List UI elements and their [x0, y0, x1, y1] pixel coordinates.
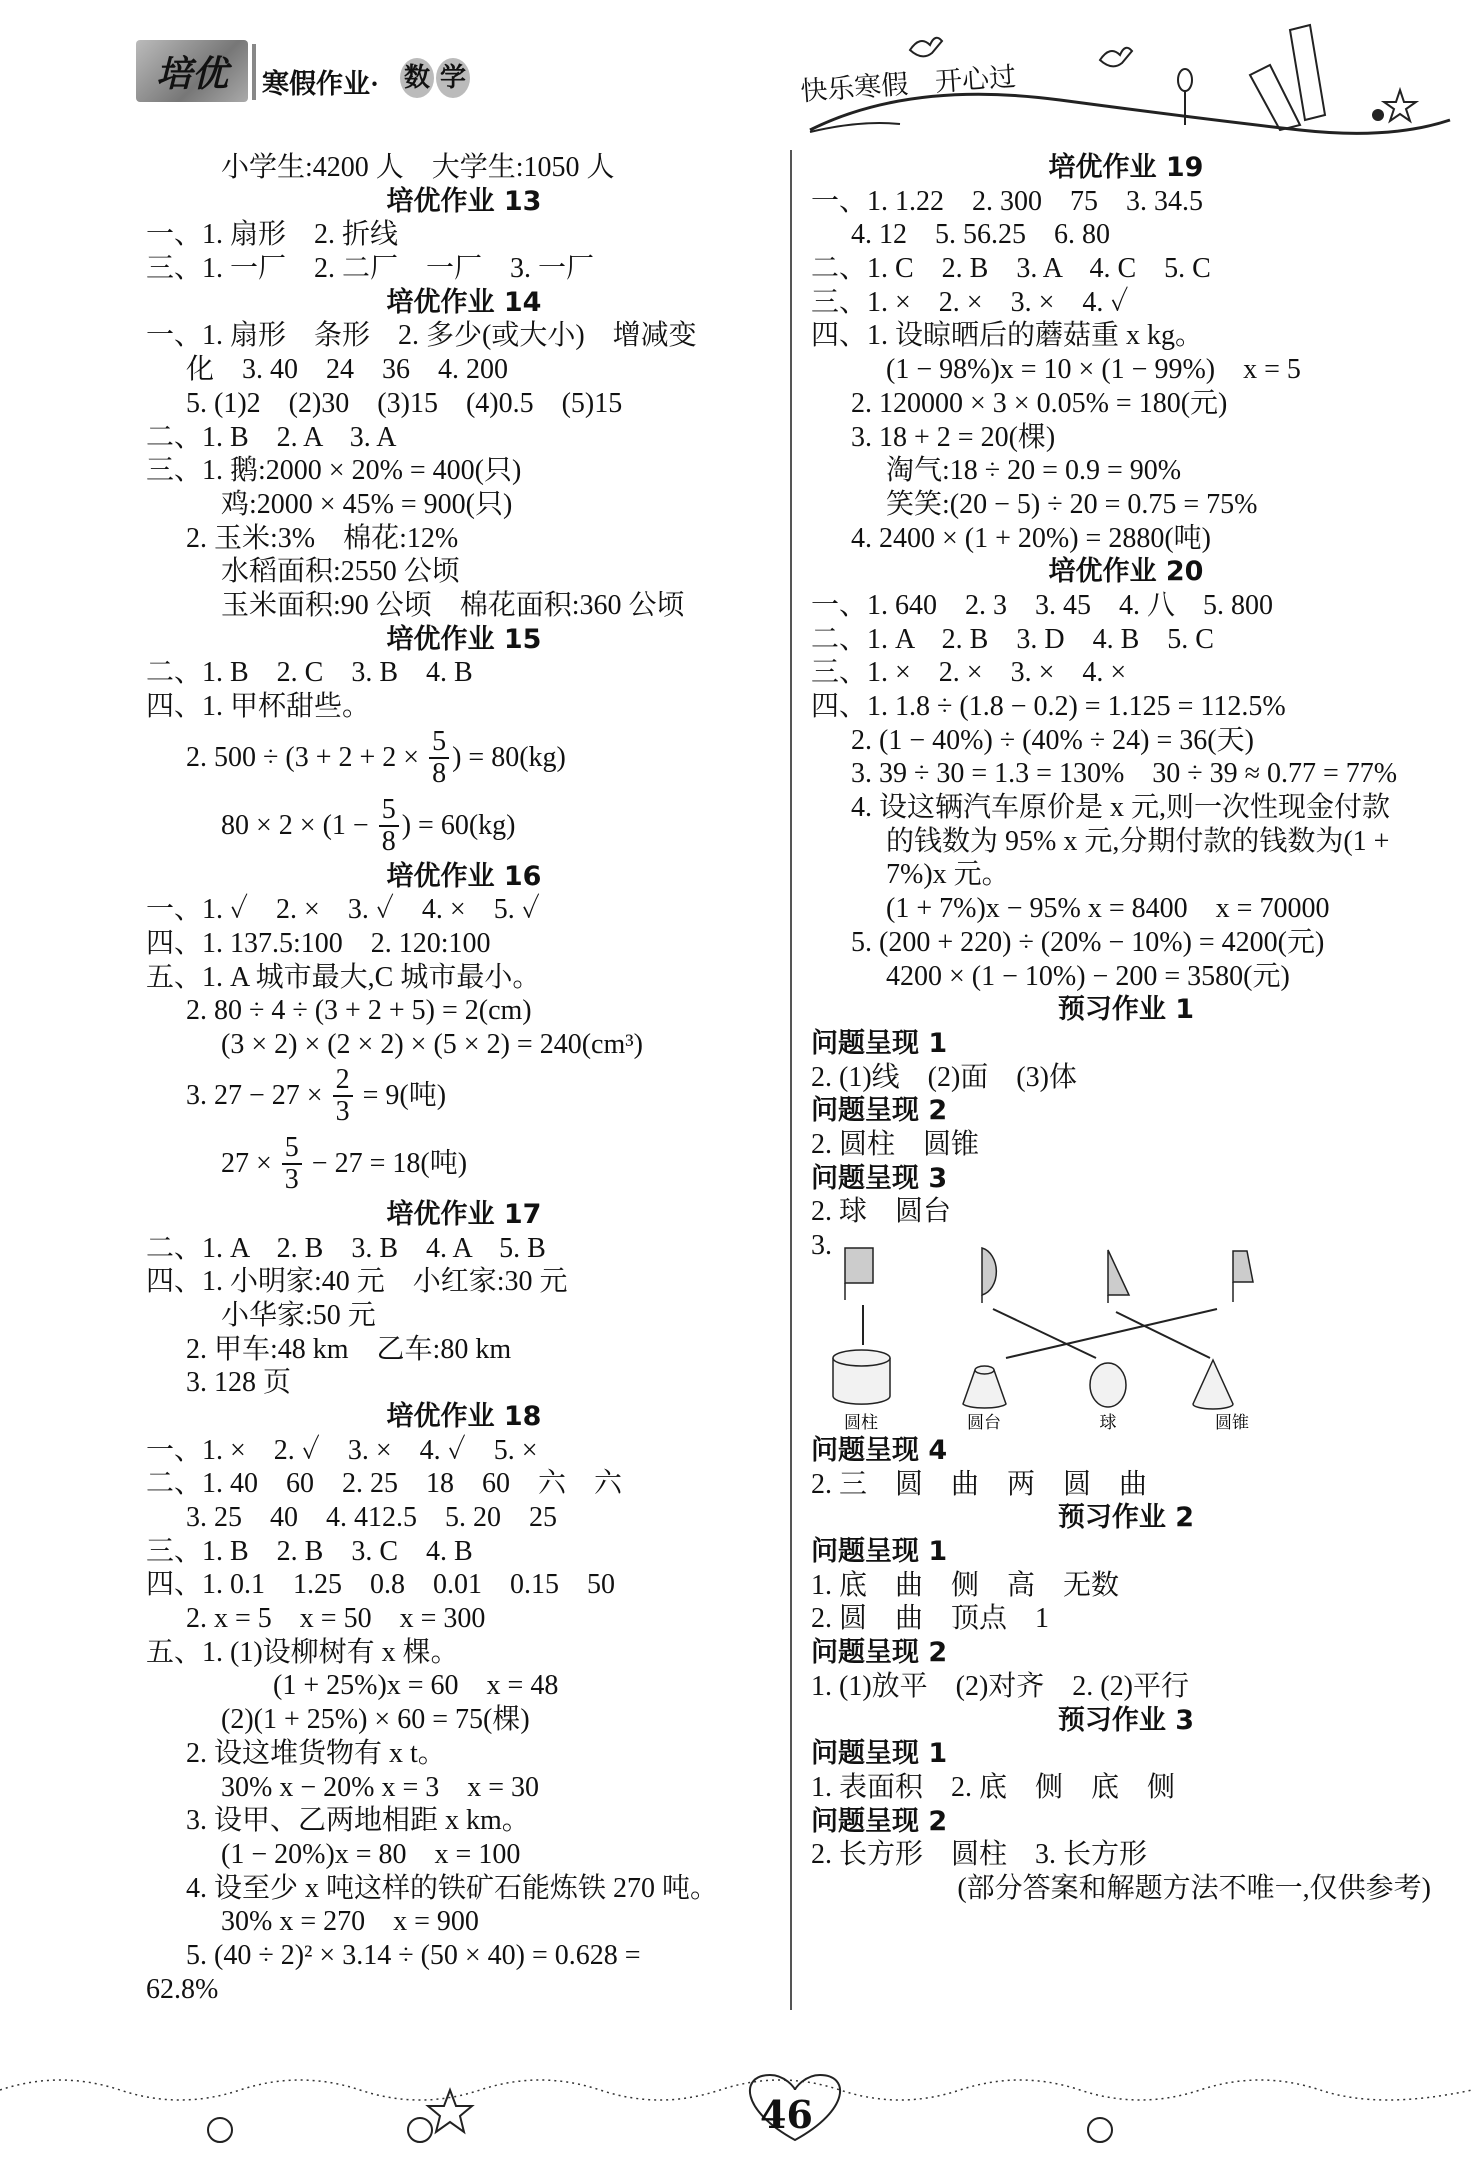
answer-line: 小华家:50 元: [221, 1299, 376, 1331]
answer-line: 四、1. 设晾晒后的蘑菇重 x kg。: [811, 320, 1204, 352]
answer-line: 2. (1 − 40%) ÷ (40% ÷ 24) = 36(天): [851, 724, 1254, 756]
denominator: 3: [335, 1095, 350, 1127]
subsection-heading: 问题呈现 1: [811, 1536, 948, 1568]
footnote: (部分答案和解题方法不唯一,仅供参考): [957, 1872, 1431, 1904]
solid-label: 球: [1099, 1413, 1117, 1432]
subsection-heading: 问题呈现 2: [811, 1637, 948, 1669]
triangle-flag-icon: [1108, 1250, 1129, 1303]
answer-line: 二、1. 40 60 2. 25 18 60 六 六: [146, 1468, 623, 1500]
answer-line: 2. 120000 × 3 × 0.05% = 180(元): [851, 387, 1228, 419]
bird-icon: [1100, 48, 1132, 67]
answer-line: 一、1. 640 2. 3 3. 45 4. 八 5. 800: [811, 589, 1274, 621]
equation-text: 27 ×: [221, 1147, 279, 1179]
pencil-icon: [1250, 25, 1325, 130]
section-heading: 培优作业 17: [386, 1198, 542, 1230]
answer-line: 一、1. 1.22 2. 300 75 3. 34.5: [811, 185, 1204, 217]
equation-text: ) = 60(kg): [401, 809, 516, 841]
brand-logo: 培优: [136, 40, 248, 102]
answer-line: 1. (1)放平 (2)对齐 2. (2)平行: [811, 1670, 1189, 1702]
answer-line: (1 − 20%)x = 80 x = 100: [221, 1838, 521, 1870]
answer-line: 一、1. 扇形 条形 2. 多少(或大小) 增减变: [146, 320, 697, 352]
answer-line: 玉米面积:90 公顷 棉花面积:360 公顷: [221, 589, 685, 621]
shape-matching-figure: [790, 1220, 1472, 1460]
section-heading: 预习作业 1: [1057, 994, 1195, 1026]
subject-char: 学: [436, 58, 470, 98]
answer-line: 五、1. A 城市最大,C 城市最小。: [146, 961, 541, 993]
answer-line: (1 + 25%)x = 60 x = 48: [273, 1670, 559, 1702]
fraction: [333, 1065, 353, 1127]
subsection-heading: 问题呈现 3: [811, 1162, 948, 1194]
equation-text: 80 × 2 × (1 −: [221, 809, 376, 841]
subsection-heading: 问题呈现 2: [811, 1805, 948, 1837]
denominator: 3: [284, 1163, 299, 1195]
answer-line: 淘气:18 ÷ 20 = 0.9 = 90%: [886, 455, 1182, 487]
answer-line: 四、1. 0.1 1.25 0.8 0.01 0.15 50: [146, 1569, 616, 1601]
equation-text: − 27 = 18(吨): [304, 1147, 468, 1179]
section-heading: 培优作业 14: [386, 286, 542, 318]
section-heading: 培优作业 13: [386, 185, 542, 217]
answer-line: [146, 792, 782, 860]
answer-line: 4. 12 5. 56.25 6. 80: [851, 219, 1111, 251]
subsection-heading: 问题呈现 4: [811, 1435, 948, 1466]
denominator: 8: [432, 757, 447, 789]
answer-column-left: [146, 151, 782, 2006]
subject-char: 数: [400, 58, 434, 98]
trapezoid-flag-icon: [1233, 1251, 1253, 1302]
answer-line: 4200 × (1 − 10%) − 200 = 3580(元): [886, 960, 1290, 992]
answer-line: 5. (1)2 (2)30 (3)15 (4)0.5 (5)15: [186, 387, 623, 419]
answer-line: 笑笑:(20 − 5) ÷ 20 = 0.75 = 75%: [886, 488, 1258, 520]
answer-column-right: [811, 151, 1441, 1906]
answer-line: 四、1. 小明家:40 元 小红家:30 元: [146, 1266, 568, 1298]
answer-line: 一、1. 扇形 2. 折线: [146, 219, 399, 251]
answer-line: 3. 设甲、乙两地相距 x km。: [186, 1805, 530, 1837]
answer-line: 水稻面积:2550 公顷: [221, 556, 460, 588]
bird-icon: [910, 38, 942, 57]
frustum-icon: [963, 1366, 1006, 1408]
answer-line: 30% x − 20% x = 3 x = 30: [221, 1771, 540, 1803]
answer-line: 二、1. B 2. A 3. A: [146, 421, 397, 453]
slogan: 快乐寒假 开心过: [799, 61, 1018, 108]
solid-label: 圆台: [967, 1413, 1001, 1432]
answer-line: 2. 玉米:3% 棉花:12%: [186, 522, 459, 554]
subsection-heading: 问题呈现 1: [811, 1027, 948, 1059]
semicircle-flag-icon: [982, 1248, 996, 1303]
cylinder-icon: [833, 1350, 890, 1404]
answer-line: 3. 39 ÷ 30 = 1.3 = 130% 30 ÷ 39 ≈ 0.77 = 77%: [851, 758, 1398, 790]
subsection-heading: 问题呈现 1: [811, 1738, 948, 1770]
section-heading: 培优作业 15: [386, 623, 542, 655]
answer-line: 鸡:2000 × 45% = 900(只): [221, 488, 513, 520]
equation-text: = 9(吨): [355, 1079, 447, 1111]
star-icon: [428, 2090, 472, 2132]
answer-line: 3. 18 + 2 = 20(棵): [851, 421, 1056, 453]
answer-line: 62.8%: [146, 1973, 219, 2005]
book-title: 寒假作业·: [262, 69, 380, 99]
solid-label: 圆锥: [1215, 1413, 1249, 1432]
answer-line: 3.: [811, 1230, 832, 1261]
section-heading: 预习作业 2: [1057, 1502, 1195, 1534]
answer-line: 2. x = 5 x = 50 x = 300: [186, 1603, 486, 1635]
fraction: [379, 795, 399, 857]
page-number: 46: [760, 2092, 813, 2137]
answer-line: 的钱数为 95% x 元,分期付款的钱数为(1 +: [886, 825, 1390, 857]
equation-text: ) = 80(kg): [452, 741, 566, 773]
answer-line: 2. 圆柱 圆锥: [811, 1128, 980, 1160]
answer-line: 2. 球 圆台: [811, 1196, 952, 1228]
equation-text: 2. 500 ÷ (3 + 2 + 2 ×: [186, 741, 427, 773]
page-header: [0, 0, 1472, 140]
answer-line: 2. 圆 曲 顶点 1: [811, 1603, 1050, 1635]
answer-line: 2. 三 圆 曲 两 圆 曲: [811, 1468, 1148, 1500]
answer-line: (1 + 7%)x − 95% x = 8400 x = 70000: [886, 893, 1330, 925]
answer-line: 一、1. × 2. ✓ 3. × 4. ✓ 5. ×: [146, 1434, 538, 1466]
subject-badge: [400, 58, 470, 98]
answer-line: 五、1. (1)设柳树有 x 棵。: [146, 1636, 459, 1668]
subsection-heading: 问题呈现 2: [811, 1095, 948, 1127]
section-heading: 培优作业 20: [1048, 556, 1204, 588]
answer-line: 三、1. 鹅:2000 × 20% = 400(只): [146, 455, 522, 487]
matching-lines: [863, 1305, 1217, 1358]
answer-line: 1. 底 曲 侧 高 无数: [811, 1569, 1120, 1601]
numerator: 2: [333, 1065, 353, 1097]
answer-line: [146, 1062, 782, 1130]
answer-line: 2. 甲车:48 km 乙车:80 km: [186, 1333, 512, 1365]
solid-label: 圆柱: [844, 1413, 878, 1432]
answer-line: 30% x = 270 x = 900: [221, 1906, 479, 1938]
section-heading: 培优作业 16: [386, 860, 542, 892]
equation-text: 3. 27 − 27 ×: [186, 1079, 330, 1111]
logo-divider: [252, 44, 256, 100]
rectangle-flag-icon: [845, 1248, 873, 1300]
numerator: 5: [379, 795, 399, 827]
answer-line: 1. 表面积 2. 底 侧 底 侧: [811, 1771, 1176, 1803]
answer-line: 一、1. ✓ 2. × 3. ✓ 4. × 5. ✓: [146, 894, 540, 926]
answer-line: 小学生:4200 人 大学生:1050 人: [221, 152, 615, 183]
cone-icon: [1193, 1360, 1233, 1409]
denominator: 8: [381, 825, 396, 857]
answer-line: 四、1. 137.5:100 2. 120:100: [146, 928, 491, 960]
answer-line: 2. 设这堆货物有 x t。: [186, 1737, 446, 1769]
answer-line: 4. 2400 × (1 + 20%) = 2880(吨): [851, 522, 1211, 554]
answer-line: 三、1. × 2. × 3. × 4. ✓: [811, 286, 1129, 318]
answer-line: 2. 长方形 圆柱 3. 长方形: [811, 1839, 1148, 1871]
column-divider: [790, 150, 792, 2010]
numerator: 5: [282, 1133, 302, 1165]
answer-line: 2. (1)线 (2)面 (3)体: [811, 1061, 1077, 1093]
answer-line: 5. (40 ÷ 2)² × 3.14 ÷ (50 × 40) = 0.628 =: [186, 1939, 641, 1971]
answer-line: 三、1. × 2. × 3. × 4. ×: [811, 657, 1127, 689]
star-icon: [1372, 90, 1416, 121]
answer-line: 二、1. A 2. B 3. B 4. A 5. B: [146, 1232, 546, 1264]
answer-line: 化 3. 40 24 36 4. 200: [186, 354, 509, 386]
footer-decoration: [0, 2030, 1472, 2157]
answer-line: (1 − 98%)x = 10 × (1 − 99%) x = 5: [886, 354, 1301, 386]
answer-line: 三、1. B 2. B 3. C 4. B: [146, 1535, 473, 1567]
section-heading: 培优作业 18: [386, 1400, 542, 1432]
numerator: 5: [429, 727, 449, 759]
answer-line: 7%)x 元。: [886, 859, 1010, 891]
answer-line: 3. 128 页: [186, 1367, 292, 1399]
answer-line: 二、1. C 2. B 3. A 4. C 5. C: [811, 253, 1211, 285]
sphere-icon: [1090, 1363, 1126, 1407]
section-heading: 培优作业 19: [1048, 152, 1204, 183]
answer-line: 四、1. 1.8 ÷ (1.8 − 0.2) = 1.125 = 112.5%: [811, 691, 1286, 722]
answer-line: 4. 设这辆汽车原价是 x 元,则一次性现金付款: [851, 792, 1391, 824]
answer-line: 4. 设至少 x 吨这样的铁矿石能炼铁 270 吨。: [186, 1872, 719, 1904]
answer-line: 二、1. B 2. C 3. B 4. B: [146, 657, 473, 689]
answer-line: 二、1. A 2. B 3. D 4. B 5. C: [811, 623, 1214, 655]
answer-line: 四、1. 甲杯甜些。: [146, 691, 371, 722]
answer-line: 三、1. 一厂 2. 二厂 一厂 3. 一厂: [146, 253, 595, 285]
fraction: [429, 727, 449, 789]
answer-line: 2. 80 ÷ 4 ÷ (3 + 2 + 5) = 2(cm): [186, 995, 532, 1027]
answer-line: [146, 1130, 782, 1198]
answer-line: (2)(1 + 25%) × 60 = 75(棵): [221, 1704, 530, 1736]
fraction: [282, 1133, 302, 1195]
answer-line: [146, 724, 782, 792]
answer-line: (3 × 2) × (2 × 2) × (5 × 2) = 240(cm³): [221, 1029, 643, 1061]
answer-line: 3. 25 40 4. 412.5 5. 20 25: [186, 1502, 558, 1533]
answer-line: 5. (200 + 220) ÷ (20% − 10%) = 4200(元): [851, 926, 1325, 958]
section-heading: 预习作业 3: [1057, 1704, 1195, 1736]
